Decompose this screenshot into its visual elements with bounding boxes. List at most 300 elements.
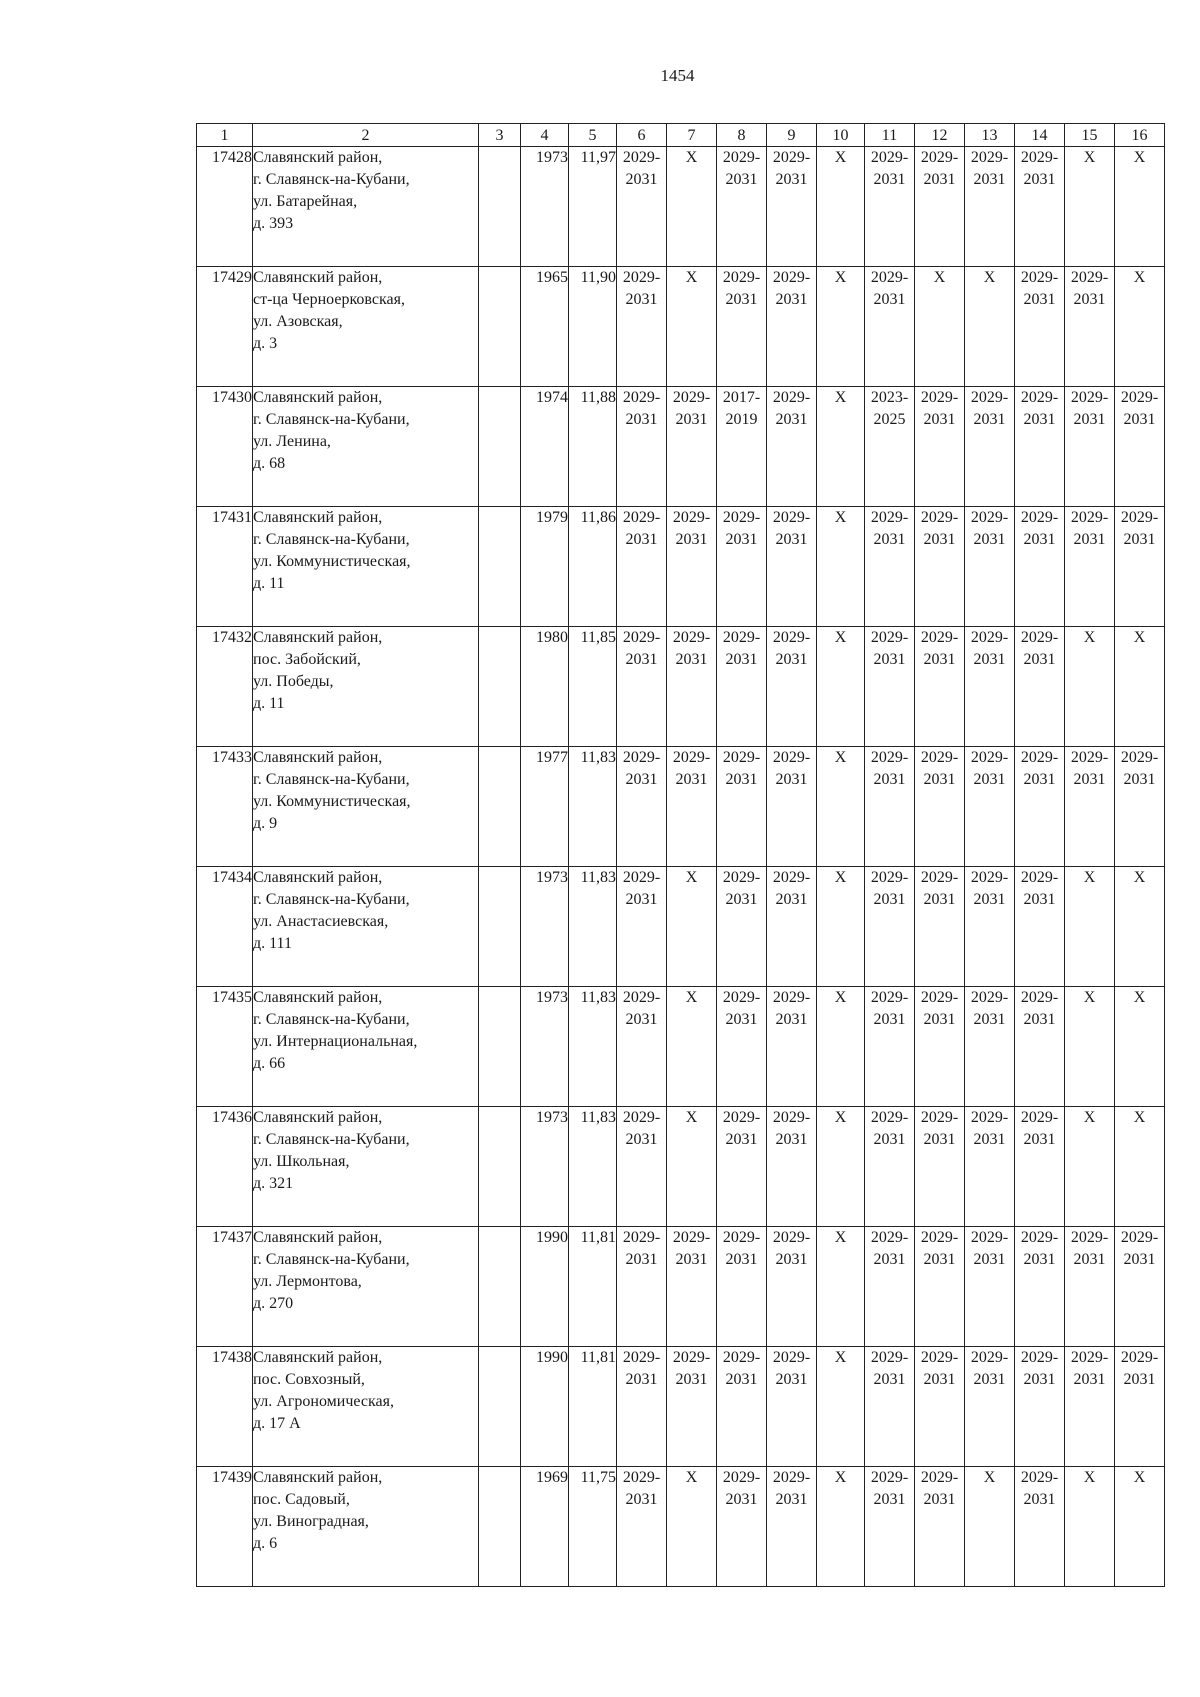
address-line: ул. Интернациональная, [253,1033,418,1050]
period-cell-col6 [617,1347,667,1467]
year-cell: 1965 [521,267,569,387]
period-cell-col13 [965,507,1015,627]
period-line: 2029- [672,389,711,406]
period-line: 2031 [1023,1371,1056,1388]
period-line: 2029- [970,869,1009,886]
period-cell-col11 [865,627,915,747]
year-cell: 1990 [521,1227,569,1347]
period-cell-col16 [1115,1347,1165,1467]
column-header-1: 1 [197,124,253,147]
col3-cell [479,147,521,267]
period-cell-col14 [1015,507,1065,627]
period-line: 2029- [772,749,811,766]
period-line: 2029- [970,749,1009,766]
period-line: 2031 [1073,291,1106,308]
address-line: Славянский район, [253,269,383,286]
period-cell-col9 [767,267,817,387]
period-line: 2031 [923,651,956,668]
x-cell-col10: X [817,507,865,627]
period-line: 2029- [672,749,711,766]
period-line: 2029- [622,749,661,766]
period-line: 2029- [772,269,811,286]
period-line: 2031 [923,531,956,548]
period-cell-col13 [965,147,1015,267]
period-line: 2029- [1120,749,1159,766]
address-line: ул. Виноградная, [253,1513,369,1530]
value-cell: 11,83 [569,987,617,1107]
value-cell: 11,81 [569,1227,617,1347]
period-line: 2029- [772,869,811,886]
period-line: 2029- [772,509,811,526]
period-line: 2029- [622,1229,661,1246]
period-cell-col12 [915,1347,965,1467]
year-cell: 1973 [521,987,569,1107]
period-line: 2031 [775,531,808,548]
address-line: д. 11 [253,575,285,592]
period-cell-col15 [1065,1227,1115,1347]
x-cell-col10: X [817,147,865,267]
row-number: 17437 [197,1227,253,1347]
period-cell-col6 [617,987,667,1107]
period-line: 2029- [1020,869,1059,886]
period-line: 2031 [725,891,758,908]
period-line: 2031 [973,1251,1006,1268]
address-line: д. 3 [253,335,278,352]
period-cell-col14 [1015,1227,1065,1347]
x-cell-col15: X [1065,1467,1115,1587]
period-line: 2029- [970,629,1009,646]
x-cell-col7: X [667,987,717,1107]
address-cell [253,867,479,987]
period-cell-col6 [617,147,667,267]
period-line: 2031 [625,1251,658,1268]
period-line: 2029- [1120,1229,1159,1246]
address-line: д. 6 [253,1535,278,1552]
period-line: 2029- [622,269,661,286]
address-line: ул. Школьная, [253,1153,350,1170]
value-cell: 11,83 [569,747,617,867]
period-cell-col9 [767,867,817,987]
period-line: 2031 [1073,771,1106,788]
period-cell-col12 [915,747,965,867]
period-cell-col6 [617,507,667,627]
x-cell-col12: X [915,267,965,387]
period-cell-col6 [617,387,667,507]
col3-cell [479,627,521,747]
col3-cell [479,387,521,507]
address-line: Славянский район, [253,1349,383,1366]
period-line: 2031 [725,1371,758,1388]
period-line: 2031 [675,1371,708,1388]
address-line: пос. Забойский, [253,651,361,668]
period-line: 2031 [725,651,758,668]
address-line: Славянский район, [253,1109,383,1126]
period-line: 2029- [1070,269,1109,286]
address-line: г. Славянск-на-Кубани, [253,411,410,428]
period-cell-col14 [1015,867,1065,987]
page-number: 1454 [660,66,695,85]
period-line: 2029- [672,1229,711,1246]
period-line: 2029- [772,1349,811,1366]
period-line: 2031 [923,1011,956,1028]
period-cell-col14 [1015,147,1065,267]
x-cell-col15: X [1065,867,1115,987]
address-cell [253,1467,479,1587]
x-cell-col7: X [667,267,717,387]
period-cell-col6 [617,627,667,747]
registry-table [196,123,1165,1587]
period-line: 2031 [973,1011,1006,1028]
period-line: 2031 [775,1371,808,1388]
period-line: 2029- [920,869,959,886]
period-cell-col13 [965,1227,1015,1347]
period-line: 2029- [1020,389,1059,406]
x-cell-col10: X [817,987,865,1107]
period-line: 2031 [625,1131,658,1148]
period-cell-col16 [1115,387,1165,507]
x-cell-col10: X [817,267,865,387]
period-line: 2031 [775,1011,808,1028]
period-line: 2029- [1020,1229,1059,1246]
period-line: 2031 [1023,291,1056,308]
address-line: г. Славянск-на-Кубани, [253,771,410,788]
period-line: 2029- [722,629,761,646]
period-line: 2031 [675,1251,708,1268]
year-cell: 1980 [521,627,569,747]
address-line: д. 393 [253,215,294,232]
address-line: г. Славянск-на-Кубани, [253,1131,410,1148]
period-cell-col13 [965,747,1015,867]
period-line: 2031 [1023,411,1056,428]
address-cell [253,747,479,867]
period-line: 2029- [920,509,959,526]
address-line: ул. Азовская, [253,313,343,330]
year-cell: 1969 [521,1467,569,1587]
period-line: 2031 [775,1251,808,1268]
period-line: 2031 [873,171,906,188]
period-cell-col12 [915,387,965,507]
period-cell-col14 [1015,747,1065,867]
table-body [197,147,1165,1587]
period-line: 2031 [923,171,956,188]
x-cell-col15: X [1065,987,1115,1107]
period-cell-col15 [1065,387,1115,507]
period-line: 2031 [1073,531,1106,548]
period-line: 2031 [625,651,658,668]
x-cell-col7: X [667,1107,717,1227]
value-cell: 11,81 [569,1347,617,1467]
row-number: 17439 [197,1467,253,1587]
period-line: 2031 [873,1371,906,1388]
address-line: д. 66 [253,1055,286,1072]
address-line: ул. Коммунистическая, [253,793,411,810]
period-line: 2031 [1123,1371,1156,1388]
period-line: 2029- [772,389,811,406]
period-line: 2029- [920,1109,959,1126]
period-cell-col9 [767,147,817,267]
period-line: 2029- [722,1469,761,1486]
period-cell-col7 [667,387,717,507]
period-cell-col9 [767,1347,817,1467]
period-line: 2031 [873,1011,906,1028]
period-line: 2029- [970,1349,1009,1366]
period-cell-col6 [617,1467,667,1587]
column-header-8: 8 [717,124,767,147]
period-line: 2029- [672,1349,711,1366]
address-line: д. 17 А [253,1415,301,1432]
address-line: ул. Коммунистическая, [253,553,411,570]
period-line: 2029- [722,509,761,526]
period-line: 2031 [675,771,708,788]
period-cell-col11 [865,1107,915,1227]
period-line: 2029- [970,509,1009,526]
period-cell-col7 [667,747,717,867]
period-line: 2017- [722,389,761,406]
period-cell-col7 [667,1227,717,1347]
period-line: 2031 [973,651,1006,668]
period-cell-col9 [767,1107,817,1227]
period-cell-col7 [667,507,717,627]
period-cell-col9 [767,747,817,867]
period-line: 2029- [1020,1109,1059,1126]
period-line: 2029- [722,869,761,886]
period-cell-col14 [1015,627,1065,747]
period-line: 2029- [622,1349,661,1366]
period-cell-col9 [767,1467,817,1587]
period-cell-col6 [617,1107,667,1227]
x-cell-col7: X [667,1467,717,1587]
column-header-10: 10 [817,124,865,147]
period-line: 2025 [873,411,906,428]
period-cell-col8 [717,267,767,387]
period-line: 2031 [1023,1251,1056,1268]
period-cell-col11 [865,1347,915,1467]
address-cell [253,147,479,267]
period-cell-col9 [767,627,817,747]
period-cell-col11 [865,387,915,507]
row-number: 17435 [197,987,253,1107]
x-cell-col10: X [817,627,865,747]
year-cell: 1979 [521,507,569,627]
period-cell-col14 [1015,1467,1065,1587]
period-line: 2029- [1020,269,1059,286]
address-cell [253,387,479,507]
x-cell-col10: X [817,387,865,507]
period-line: 2019 [725,411,758,428]
period-line: 2029- [1120,389,1159,406]
value-cell: 11,75 [569,1467,617,1587]
address-line: Славянский район, [253,749,383,766]
period-line: 2029- [722,749,761,766]
period-cell-col8 [717,1227,767,1347]
period-line: 2029- [870,629,909,646]
x-cell-col10: X [817,867,865,987]
period-line: 2031 [625,1491,658,1508]
address-line: г. Славянск-на-Кубани, [253,171,410,188]
period-line: 2031 [1023,1131,1056,1148]
period-line: 2029- [870,749,909,766]
address-cell [253,627,479,747]
x-cell-col16: X [1115,867,1165,987]
period-cell-col13 [965,867,1015,987]
period-cell-col8 [717,627,767,747]
period-line: 2029- [1120,509,1159,526]
period-line: 2031 [725,531,758,548]
period-line: 2029- [920,749,959,766]
period-line: 2029- [622,869,661,886]
period-cell-col11 [865,507,915,627]
period-line: 2031 [625,291,658,308]
x-cell-col13: X [965,1467,1015,1587]
period-cell-col12 [915,627,965,747]
period-line: 2029- [772,149,811,166]
address-cell [253,1107,479,1227]
row-number: 17434 [197,867,253,987]
period-line: 2031 [625,411,658,428]
period-line: 2031 [973,1371,1006,1388]
column-header-11: 11 [865,124,915,147]
x-cell-col16: X [1115,1467,1165,1587]
x-cell-col16: X [1115,1107,1165,1227]
column-header-5: 5 [569,124,617,147]
period-line: 2029- [1020,509,1059,526]
period-line: 2029- [920,629,959,646]
period-line: 2031 [625,531,658,548]
period-cell-col8 [717,987,767,1107]
row-number: 17433 [197,747,253,867]
period-line: 2031 [725,771,758,788]
col3-cell [479,267,521,387]
period-line: 2031 [1023,171,1056,188]
address-line: ул. Агрономическая, [253,1393,394,1410]
period-line: 2029- [772,1229,811,1246]
period-line: 2031 [775,1491,808,1508]
period-line: 2031 [775,291,808,308]
period-line: 2029- [920,149,959,166]
address-line: Славянский район, [253,509,383,526]
period-line: 2029- [970,989,1009,1006]
period-cell-col7 [667,627,717,747]
value-cell: 11,90 [569,267,617,387]
period-line: 2029- [722,269,761,286]
period-line: 2031 [1123,771,1156,788]
x-cell-col16: X [1115,147,1165,267]
period-line: 2029- [970,1109,1009,1126]
period-line: 2029- [870,869,909,886]
period-cell-col14 [1015,987,1065,1107]
period-cell-col15 [1065,1347,1115,1467]
period-line: 2031 [973,531,1006,548]
period-cell-col11 [865,267,915,387]
address-line: Славянский район, [253,869,383,886]
period-line: 2031 [873,1131,906,1148]
address-cell [253,987,479,1107]
period-line: 2031 [625,171,658,188]
period-cell-col14 [1015,267,1065,387]
period-cell-col12 [915,507,965,627]
period-cell-col11 [865,747,915,867]
period-line: 2029- [622,1469,661,1486]
period-line: 2031 [725,291,758,308]
period-line: 2031 [873,771,906,788]
period-cell-col8 [717,387,767,507]
period-line: 2031 [725,171,758,188]
period-line: 2029- [1020,629,1059,646]
period-cell-col6 [617,267,667,387]
x-cell-col15: X [1065,627,1115,747]
year-cell: 1973 [521,867,569,987]
period-cell-col9 [767,387,817,507]
period-line: 2031 [725,1131,758,1148]
period-cell-col8 [717,1467,767,1587]
x-cell-col10: X [817,1227,865,1347]
value-cell: 11,97 [569,147,617,267]
table-row [197,1467,1165,1587]
col3-cell [479,1227,521,1347]
period-line: 2029- [1020,749,1059,766]
col3-cell [479,1467,521,1587]
period-cell-col16 [1115,747,1165,867]
period-line: 2031 [973,771,1006,788]
period-line: 2029- [920,389,959,406]
period-line: 2031 [775,411,808,428]
year-cell: 1977 [521,747,569,867]
period-line: 2031 [1023,1011,1056,1028]
period-cell-col12 [915,1107,965,1227]
period-line: 2029- [722,1229,761,1246]
column-header-9: 9 [767,124,817,147]
table-row [197,1227,1165,1347]
x-cell-col15: X [1065,147,1115,267]
col3-cell [479,507,521,627]
row-number: 17436 [197,1107,253,1227]
period-line: 2031 [923,1251,956,1268]
x-cell-col10: X [817,1107,865,1227]
period-cell-col13 [965,1347,1015,1467]
address-line: пос. Садовый, [253,1491,350,1508]
table-row [197,507,1165,627]
period-line: 2029- [870,149,909,166]
period-line: 2029- [1020,149,1059,166]
table-row [197,267,1165,387]
table-row [197,1347,1165,1467]
period-cell-col9 [767,987,817,1107]
period-line: 2031 [873,1491,906,1508]
period-line: 2029- [622,389,661,406]
period-cell-col15 [1065,507,1115,627]
value-cell: 11,88 [569,387,617,507]
column-header-12: 12 [915,124,965,147]
year-cell: 1973 [521,147,569,267]
address-line: Славянский район, [253,389,383,406]
address-line: Славянский район, [253,629,383,646]
period-line: 2031 [923,1131,956,1148]
period-line: 2031 [675,651,708,668]
period-cell-col11 [865,867,915,987]
row-number: 17428 [197,147,253,267]
address-cell [253,1347,479,1467]
period-line: 2031 [1073,1371,1106,1388]
x-cell-col7: X [667,867,717,987]
period-line: 2029- [1070,509,1109,526]
period-cell-col14 [1015,1347,1065,1467]
period-line: 2031 [873,651,906,668]
col3-cell [479,867,521,987]
period-line: 2029- [772,1109,811,1126]
column-header-15: 15 [1065,124,1115,147]
x-cell-col16: X [1115,987,1165,1107]
period-line: 2031 [775,171,808,188]
